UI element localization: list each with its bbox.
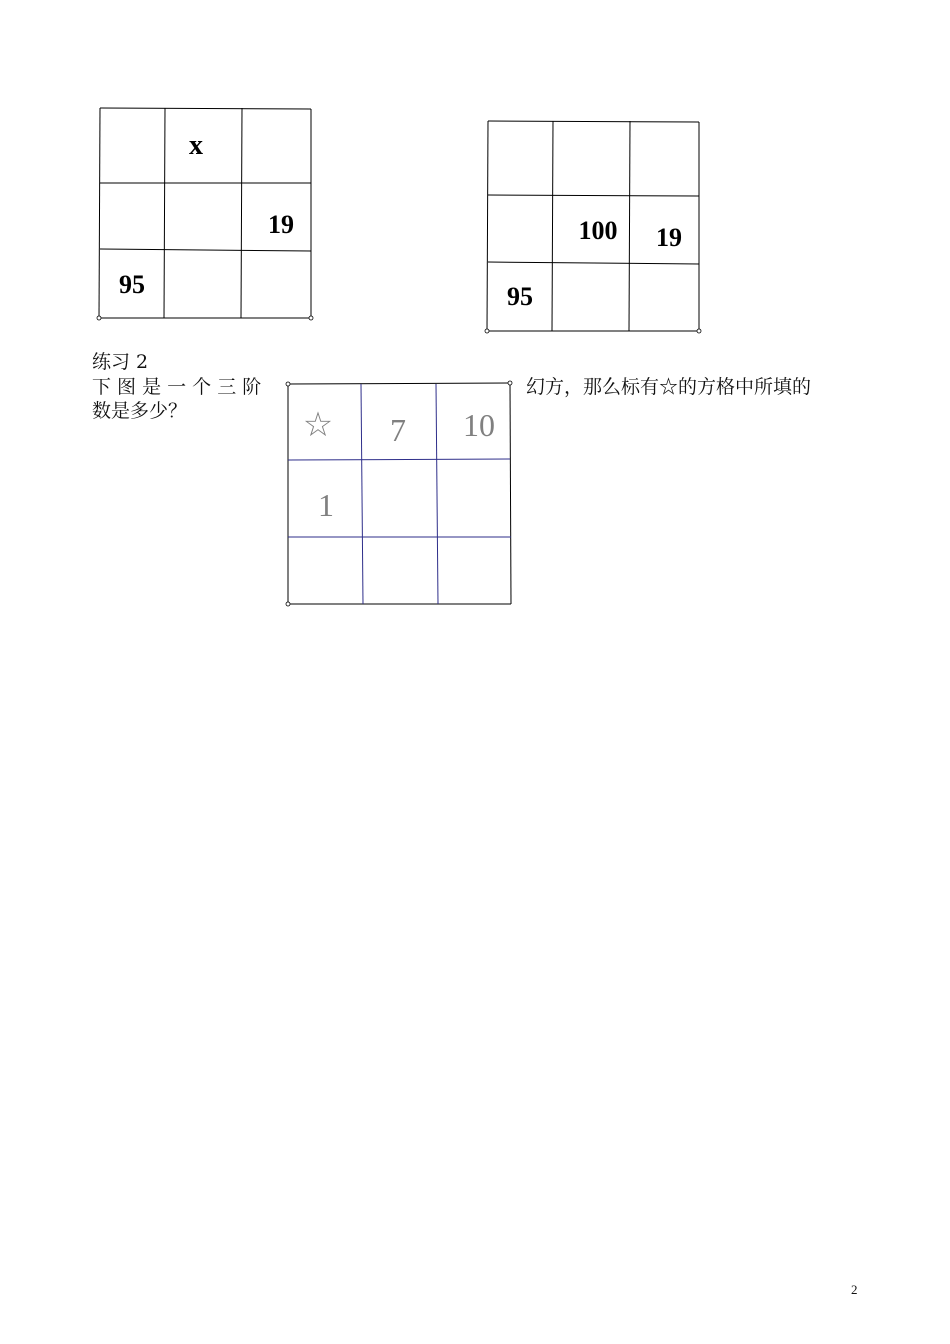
star-icon: ☆	[302, 407, 334, 444]
exercise-title: 练习 2	[92, 351, 149, 373]
grid-c-top-right-value: 10	[463, 407, 495, 443]
magic-square-c	[0, 370, 950, 620]
grid-a-top-value: x	[189, 130, 203, 161]
magic-square-a	[0, 0, 950, 340]
exercise-question-line1-right: 幻方，那么标有☆的方格中所填的	[526, 376, 812, 398]
exercise-question-line2: 数是多少？	[92, 400, 188, 422]
page-number: 2	[851, 1282, 858, 1297]
grid-a-right-value: 19	[268, 210, 294, 239]
grid-c-middle-left-value: 1	[318, 487, 334, 523]
grid-c-top-middle-value: 7	[390, 412, 406, 448]
grid-b-bottom-left-value: 95	[507, 282, 533, 311]
grid-a-bottom-left-value: 95	[119, 270, 145, 299]
exercise-question-line1-left: 下 图 是 一 个 三 阶	[92, 376, 262, 398]
grid-b-center-value: 100	[578, 216, 618, 245]
grid-b-right-value: 19	[656, 223, 682, 252]
